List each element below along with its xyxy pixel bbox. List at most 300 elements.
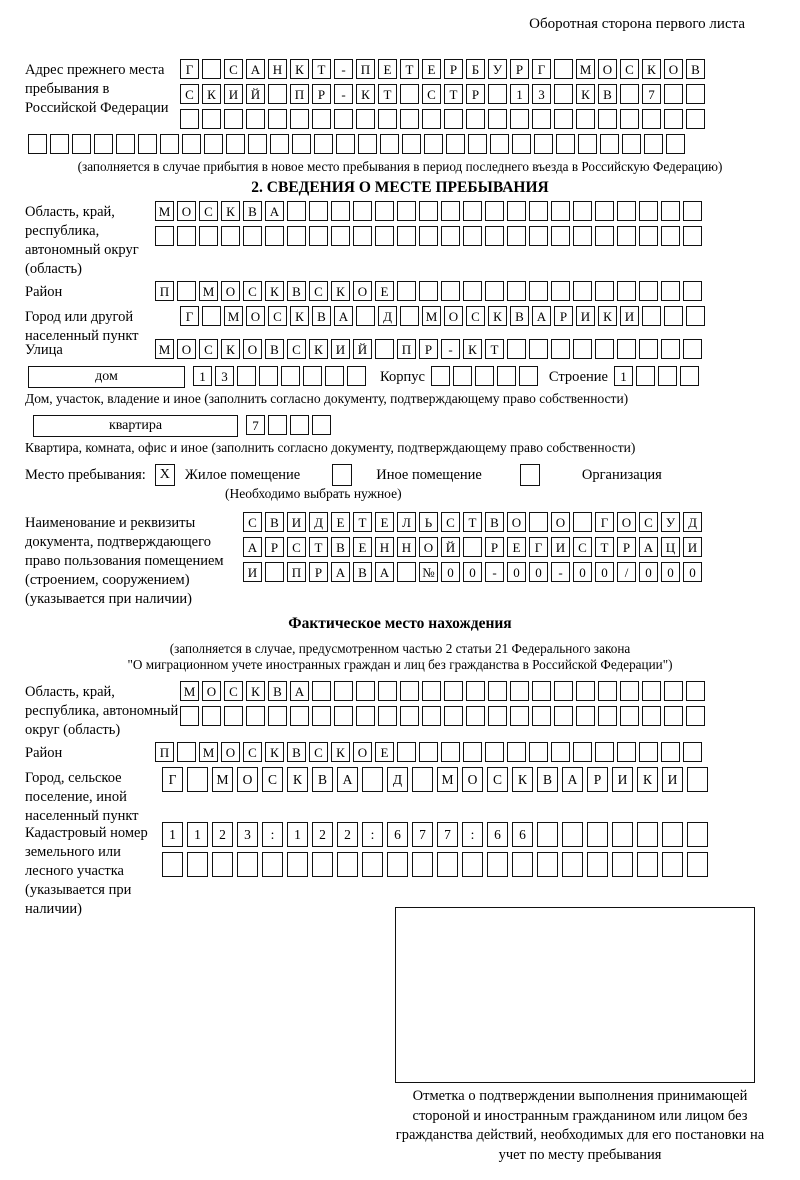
char-box: Г xyxy=(595,512,614,532)
char-box xyxy=(290,706,309,726)
char-box: О xyxy=(598,59,617,79)
char-box xyxy=(431,366,450,386)
char-box: А xyxy=(334,306,353,326)
char-box xyxy=(290,415,309,435)
char-box xyxy=(50,134,69,154)
previous-address-row-4 xyxy=(28,134,775,154)
char-box xyxy=(529,742,548,762)
char-box: А xyxy=(246,59,265,79)
region-row-2 xyxy=(155,226,705,246)
char-box: В xyxy=(268,681,287,701)
char-box xyxy=(578,134,597,154)
char-box xyxy=(400,109,419,129)
char-box: А xyxy=(532,306,551,326)
char-box: В xyxy=(312,306,331,326)
char-box xyxy=(362,852,383,877)
char-box xyxy=(532,109,551,129)
char-box: С xyxy=(243,281,262,301)
char-box: Т xyxy=(309,537,328,557)
char-box xyxy=(287,201,306,221)
char-box xyxy=(400,681,419,701)
char-box xyxy=(466,681,485,701)
char-box: 1 xyxy=(510,84,529,104)
char-box xyxy=(595,201,614,221)
char-box: М xyxy=(576,59,595,79)
char-box: 1 xyxy=(187,822,208,847)
char-box xyxy=(576,109,595,129)
stroenie-label: Строение xyxy=(548,369,608,385)
char-box xyxy=(259,366,278,386)
char-box xyxy=(268,415,287,435)
actual-location-caption-2: "О миграционном учете иностранных граждан и лиц без гражданства в Российской Федерации") xyxy=(127,657,673,672)
char-box xyxy=(687,767,708,792)
char-box: Г xyxy=(529,537,548,557)
char-box xyxy=(512,134,531,154)
char-box xyxy=(507,339,526,359)
char-box xyxy=(573,742,592,762)
char-box xyxy=(422,706,441,726)
char-box xyxy=(265,562,284,582)
street-label: Улица xyxy=(25,342,63,358)
char-box xyxy=(664,109,683,129)
char-box xyxy=(662,822,683,847)
char-box xyxy=(187,852,208,877)
char-box xyxy=(268,706,287,726)
char-box xyxy=(534,134,553,154)
char-box: Е xyxy=(331,512,350,532)
char-box xyxy=(337,852,358,877)
char-box: К xyxy=(598,306,617,326)
document-row-2 xyxy=(243,537,705,557)
char-box: 2 xyxy=(312,822,333,847)
char-box: М xyxy=(224,306,243,326)
char-box xyxy=(617,742,636,762)
char-box: 7 xyxy=(246,415,265,435)
char-box xyxy=(262,852,283,877)
char-box: С xyxy=(199,339,218,359)
char-box: И xyxy=(287,512,306,532)
char-box xyxy=(507,201,526,221)
char-box: Р xyxy=(485,537,504,557)
house-box-label: дом xyxy=(28,366,185,388)
previous-address-label: Адрес прежнего места пребывания в Российской Федерации xyxy=(25,62,169,116)
char-box: К xyxy=(642,59,661,79)
char-box xyxy=(595,226,614,246)
char-box xyxy=(639,339,658,359)
char-box xyxy=(644,134,663,154)
char-box xyxy=(243,226,262,246)
char-box xyxy=(400,706,419,726)
apartment-cells xyxy=(246,415,334,435)
char-box: О xyxy=(419,537,438,557)
char-box: Р xyxy=(312,84,331,104)
char-box xyxy=(686,706,705,726)
char-box xyxy=(686,681,705,701)
option-other-premises-label: Иное помещение xyxy=(376,467,482,483)
street-row xyxy=(155,339,705,359)
char-box xyxy=(573,512,592,532)
char-box: К xyxy=(331,742,350,762)
char-box xyxy=(314,134,333,154)
char-box: Д xyxy=(378,306,397,326)
char-box xyxy=(419,226,438,246)
cadastral-row-2 xyxy=(162,852,712,877)
char-box xyxy=(402,134,421,154)
char-box: Й xyxy=(246,84,265,104)
char-box xyxy=(617,201,636,221)
char-box xyxy=(617,339,636,359)
char-box: С xyxy=(309,281,328,301)
char-box: В xyxy=(353,562,372,582)
char-box: О xyxy=(237,767,258,792)
char-box: Й xyxy=(353,339,372,359)
char-box xyxy=(309,201,328,221)
char-box: 2 xyxy=(212,822,233,847)
actual-region-field xyxy=(25,681,775,740)
char-box xyxy=(331,226,350,246)
document-row-1 xyxy=(243,512,705,532)
char-box: А xyxy=(290,681,309,701)
char-box xyxy=(72,134,91,154)
char-box xyxy=(378,109,397,129)
char-box xyxy=(375,339,394,359)
char-box xyxy=(224,109,243,129)
char-box: Р xyxy=(617,537,636,557)
char-box: К xyxy=(265,742,284,762)
char-box: П xyxy=(155,742,174,762)
char-box xyxy=(353,201,372,221)
section2-title: 2. СВЕДЕНИЯ О МЕСТЕ ПРЕБЫВАНИЯ xyxy=(251,179,549,196)
char-box xyxy=(334,706,353,726)
char-box xyxy=(510,706,529,726)
char-box xyxy=(94,134,113,154)
char-box xyxy=(598,706,617,726)
char-box: У xyxy=(488,59,507,79)
char-box xyxy=(485,742,504,762)
char-box: П xyxy=(290,84,309,104)
char-box: О xyxy=(507,512,526,532)
char-box: Ь xyxy=(419,512,438,532)
char-box xyxy=(661,226,680,246)
apartment-box-label: квартира xyxy=(33,415,238,437)
char-box xyxy=(441,742,460,762)
char-box xyxy=(537,822,558,847)
char-box xyxy=(412,852,433,877)
document-field xyxy=(25,512,775,609)
char-box xyxy=(358,134,377,154)
char-box: 6 xyxy=(512,822,533,847)
char-box xyxy=(562,822,583,847)
char-box xyxy=(224,706,243,726)
district-row xyxy=(155,281,705,301)
char-box xyxy=(556,134,575,154)
char-box: - xyxy=(334,59,353,79)
char-box xyxy=(639,226,658,246)
char-box: В xyxy=(510,306,529,326)
char-box: 6 xyxy=(387,822,408,847)
char-box: 3 xyxy=(215,366,234,386)
char-box xyxy=(683,201,702,221)
char-box: Р xyxy=(309,562,328,582)
char-box: А xyxy=(562,767,583,792)
char-box xyxy=(160,134,179,154)
char-box: К xyxy=(290,59,309,79)
char-box xyxy=(551,339,570,359)
char-box xyxy=(537,852,558,877)
char-box xyxy=(237,852,258,877)
char-box: М xyxy=(155,201,174,221)
char-box: К xyxy=(202,84,221,104)
char-box xyxy=(554,706,573,726)
char-box xyxy=(419,201,438,221)
char-box: Р xyxy=(419,339,438,359)
char-box xyxy=(488,109,507,129)
char-box: Г xyxy=(532,59,551,79)
char-box: И xyxy=(620,306,639,326)
char-box xyxy=(573,281,592,301)
char-box xyxy=(202,59,221,79)
actual-city-field xyxy=(25,767,775,826)
char-box: 6 xyxy=(487,822,508,847)
char-box xyxy=(512,852,533,877)
char-box xyxy=(510,681,529,701)
char-box xyxy=(331,201,350,221)
char-box: Т xyxy=(378,84,397,104)
char-box xyxy=(419,742,438,762)
char-box: О xyxy=(551,512,570,532)
stay-type-note: (Необходимо выбрать нужное) xyxy=(225,486,402,501)
char-box: Е xyxy=(378,59,397,79)
char-box xyxy=(422,109,441,129)
char-box: 0 xyxy=(441,562,460,582)
char-box: П xyxy=(155,281,174,301)
char-box: : xyxy=(362,822,383,847)
char-box: И xyxy=(243,562,262,582)
char-box xyxy=(362,767,383,792)
char-box: Е xyxy=(507,537,526,557)
char-box xyxy=(490,134,509,154)
char-box xyxy=(637,852,658,877)
char-box xyxy=(397,226,416,246)
char-box: А xyxy=(265,201,284,221)
char-box xyxy=(347,366,366,386)
char-box xyxy=(617,226,636,246)
char-box: 1 xyxy=(614,366,633,386)
char-box: К xyxy=(309,339,328,359)
previous-address-row-1 xyxy=(180,59,708,79)
char-box xyxy=(212,852,233,877)
char-box xyxy=(397,201,416,221)
char-box: 0 xyxy=(463,562,482,582)
char-box: Л xyxy=(397,512,416,532)
char-box: 3 xyxy=(532,84,551,104)
char-box xyxy=(268,84,287,104)
char-box: 7 xyxy=(437,822,458,847)
char-box xyxy=(639,742,658,762)
char-box xyxy=(463,742,482,762)
char-box xyxy=(336,134,355,154)
page-subtitle: Оборотная сторона первого листа xyxy=(529,16,745,32)
char-box xyxy=(664,706,683,726)
char-box xyxy=(312,681,331,701)
char-box xyxy=(309,226,328,246)
region-label: Область, край, республика, автономный округ (область) xyxy=(25,204,139,277)
char-box: С xyxy=(466,306,485,326)
char-box xyxy=(636,366,655,386)
char-box xyxy=(637,822,658,847)
char-box: Р xyxy=(587,767,608,792)
char-box: Т xyxy=(353,512,372,532)
char-box: Н xyxy=(268,59,287,79)
char-box xyxy=(187,767,208,792)
char-box: В xyxy=(312,767,333,792)
char-box: К xyxy=(637,767,658,792)
char-box: 1 xyxy=(193,366,212,386)
char-box xyxy=(485,226,504,246)
char-box: А xyxy=(337,767,358,792)
char-box: Е xyxy=(422,59,441,79)
district-label: Район xyxy=(25,284,63,300)
street-field xyxy=(25,339,775,364)
char-box xyxy=(658,366,677,386)
char-box xyxy=(463,537,482,557)
char-box: В xyxy=(287,742,306,762)
char-box xyxy=(485,281,504,301)
char-box xyxy=(639,201,658,221)
char-box xyxy=(587,822,608,847)
char-box xyxy=(419,281,438,301)
char-box: К xyxy=(246,681,265,701)
char-box xyxy=(463,226,482,246)
char-box xyxy=(587,852,608,877)
cadastral-field xyxy=(25,822,775,919)
char-box: С xyxy=(268,306,287,326)
char-box: И xyxy=(576,306,595,326)
char-box xyxy=(529,281,548,301)
char-box: А xyxy=(639,537,658,557)
char-box xyxy=(687,822,708,847)
char-box xyxy=(554,681,573,701)
char-box xyxy=(529,226,548,246)
char-box xyxy=(177,226,196,246)
char-box: Г xyxy=(162,767,183,792)
char-box xyxy=(529,339,548,359)
char-box: 3 xyxy=(237,822,258,847)
char-box xyxy=(529,512,548,532)
char-box xyxy=(441,226,460,246)
char-box xyxy=(292,134,311,154)
char-box xyxy=(444,109,463,129)
char-box xyxy=(356,681,375,701)
char-box: У xyxy=(661,512,680,532)
char-box xyxy=(686,109,705,129)
char-box xyxy=(312,415,331,435)
char-box: О xyxy=(221,742,240,762)
char-box xyxy=(642,306,661,326)
actual-location-caption-1: (заполняется в случае, предусмотренном частью 2 статьи 21 Федерального закона xyxy=(169,641,631,656)
char-box: 7 xyxy=(642,84,661,104)
char-box xyxy=(312,109,331,129)
actual-district-field xyxy=(25,742,775,767)
char-box: Г xyxy=(180,306,199,326)
char-box: Г xyxy=(180,59,199,79)
char-box xyxy=(507,281,526,301)
char-box xyxy=(446,134,465,154)
char-box xyxy=(600,134,619,154)
char-box xyxy=(453,366,472,386)
char-box: О xyxy=(444,306,463,326)
char-box: К xyxy=(331,281,350,301)
char-box: В xyxy=(485,512,504,532)
cadastral-row-1 xyxy=(162,822,712,847)
char-box xyxy=(598,681,617,701)
char-box xyxy=(334,109,353,129)
char-box: К xyxy=(356,84,375,104)
char-box xyxy=(202,706,221,726)
apartment-field xyxy=(25,415,775,440)
previous-address-row-2 xyxy=(180,84,708,104)
char-box: 2 xyxy=(337,822,358,847)
char-box xyxy=(598,109,617,129)
char-box xyxy=(199,226,218,246)
previous-address-field xyxy=(25,59,775,134)
char-box xyxy=(686,84,705,104)
char-box xyxy=(475,366,494,386)
char-box xyxy=(303,366,322,386)
char-box xyxy=(246,109,265,129)
previous-address-row-3 xyxy=(180,109,708,129)
char-box xyxy=(507,226,526,246)
char-box: А xyxy=(331,562,350,582)
char-box: А xyxy=(375,562,394,582)
char-box xyxy=(497,366,516,386)
char-box xyxy=(400,306,419,326)
char-box xyxy=(400,84,419,104)
char-box xyxy=(412,767,433,792)
char-box: Д xyxy=(387,767,408,792)
char-box: 7 xyxy=(412,822,433,847)
char-box xyxy=(375,201,394,221)
char-box: К xyxy=(221,201,240,221)
city-label: Город или другой населенный пункт xyxy=(25,309,139,344)
char-box xyxy=(441,201,460,221)
char-box: Ц xyxy=(661,537,680,557)
char-box: - xyxy=(441,339,460,359)
char-box xyxy=(378,681,397,701)
char-box: 0 xyxy=(507,562,526,582)
char-box xyxy=(246,706,265,726)
char-box xyxy=(356,306,375,326)
char-box: П xyxy=(287,562,306,582)
char-box: С xyxy=(620,59,639,79)
char-box xyxy=(595,339,614,359)
char-box xyxy=(380,134,399,154)
confirmation-mark-box xyxy=(395,907,755,1083)
char-box: В xyxy=(537,767,558,792)
char-box xyxy=(612,852,633,877)
char-box xyxy=(462,852,483,877)
char-box: В xyxy=(686,59,705,79)
char-box xyxy=(622,134,641,154)
actual-location-title: Фактическое место нахождения xyxy=(288,615,512,632)
char-box xyxy=(683,226,702,246)
apartment-caption: Квартира, комната, офис и иное (заполнить согласно документу, подтверждающему право собственности) xyxy=(25,440,636,455)
char-box xyxy=(532,706,551,726)
char-box: : xyxy=(462,822,483,847)
actual-city-row xyxy=(162,767,712,792)
char-box xyxy=(177,281,196,301)
actual-district-row xyxy=(155,742,705,762)
